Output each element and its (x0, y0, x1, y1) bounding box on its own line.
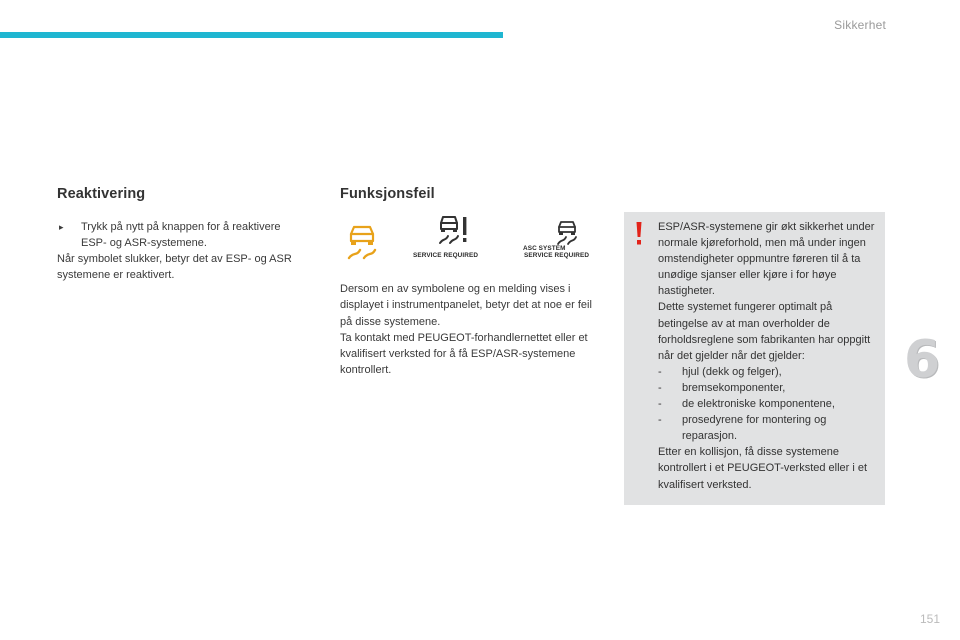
list-item (658, 396, 880, 412)
exclamation-icon (636, 222, 642, 246)
warning-paragraph-1: ESP/ASR-systemene gir økt sikkerhet under normale kjøreforhold, men må under ingen omstendigheter oppmuntre føreren til å ta unødige sjanser eller kjøre i for høye hastigheter. (658, 221, 875, 298)
car-skid-icon (553, 220, 583, 246)
chapter-number: 6 (904, 330, 941, 390)
list-dash: - (658, 398, 662, 411)
list-item (658, 364, 880, 380)
warning-box (624, 212, 885, 505)
reaktivering-section (57, 186, 307, 284)
funksjonsfeil-paragraph-2: Ta kontakt med PEUGEOT-forhandlernettet eller et kvalifisert verksted for å få ESP/ASR-systemene kontrollert. (340, 331, 588, 377)
warning-paragraph-3: Etter en kollisjon, få disse systemene kontrollert i et PEUGEOT-verksted eller i et kvalifisert verksted. (658, 446, 868, 491)
reaktivering-heading: Reaktivering (57, 186, 146, 202)
list-item (658, 380, 880, 396)
warning-content (658, 219, 880, 493)
page-number: 151 (919, 612, 940, 626)
reaktivering-text: Når symbolet slukker, betyr det av ESP- og ASR systemene er reaktivert. (57, 253, 292, 282)
warning-symbols-row (345, 214, 610, 264)
list-dash: - (658, 381, 662, 394)
list-dash: - (658, 414, 662, 427)
list-item-text: bremsekomponenter, (682, 381, 786, 394)
section-title: Sikkerhet (834, 18, 886, 32)
service-required-label: SERVICE REQUIRED (413, 252, 479, 259)
car-skid-exclamation-icon (413, 214, 473, 248)
list-item-text: de elektroniske komponentene, (682, 398, 835, 411)
top-accent-bar (0, 32, 503, 38)
list-dash: - (658, 365, 662, 378)
funksjonsfeil-text (340, 281, 605, 379)
funksjonsfeil-heading: Funksjonsfeil (340, 186, 435, 202)
esp-warning-icon (345, 222, 379, 260)
list-item-text: hjul (dekk og felger), (682, 365, 782, 378)
list-item (658, 412, 880, 444)
asc-system-label: ASC SYSTEM (523, 245, 566, 252)
funksjonsfeil-paragraph-1: Dersom en av symbolene og en melding vises i displayet i instrumentpanelet, betyr det at noe er feil på disse systemene. (340, 283, 592, 328)
reaktivering-bullet (57, 219, 307, 251)
list-item-text: prosedyrene for montering og reparasjon. (682, 414, 827, 443)
reaktivering-bullet-text: Trykk på nytt på knappen for å reaktivere ESP- og ASR-systemene. (81, 221, 281, 249)
asc-service-required-label: SERVICE REQUIRED (524, 252, 590, 259)
service-required-icon (413, 214, 479, 259)
warning-paragraph-2: Dette systemet fungerer optimalt på betingelse av at man overholder de forholdsreglene som fabrikanten har oppgitt når det gjelder når det gjelder: (658, 301, 871, 362)
arrow-bullet-icon: ▸ (59, 222, 64, 232)
